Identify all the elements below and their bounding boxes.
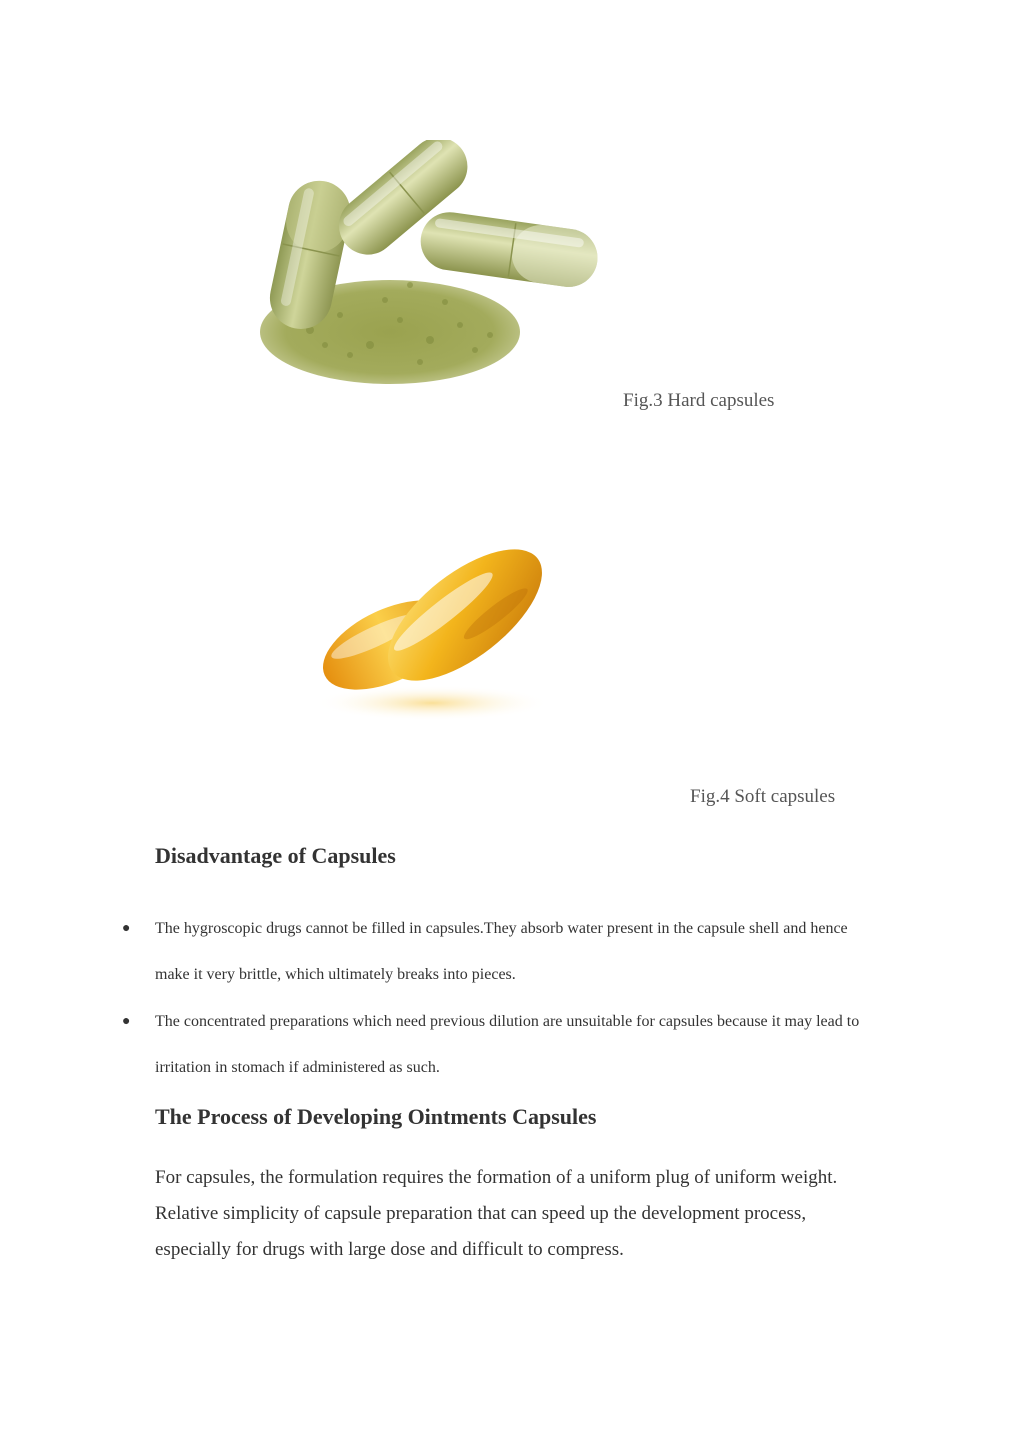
body-paragraph: For capsules, the formulation requires the formation of a uniform plug of uniform weight. Relative simplicity of capsule preparation that can speed up the development process, especially for drugs with large dose and difficult to compress. bbox=[155, 1167, 838, 1260]
list-item-text: The concentrated preparations which need previous dilution are unsuitable for capsules because it may lead to irritation in stomach if administered as such. bbox=[155, 1013, 860, 1076]
list-item-text: The hygroscopic drugs cannot be filled in capsules.They absorb water present in the capsule shell and hence make it very brittle, which ultimately breaks into pieces. bbox=[155, 920, 848, 983]
list-item bbox=[122, 906, 875, 998]
bullet-icon: ● bbox=[122, 1014, 131, 1029]
hard-capsules-image bbox=[250, 140, 630, 415]
section-heading: Disadvantage of Capsules bbox=[155, 843, 396, 868]
bullet-icon: ● bbox=[122, 921, 131, 936]
soft-capsules-image bbox=[300, 515, 565, 740]
list-item bbox=[122, 999, 875, 1091]
figure-caption: Fig.3 Hard capsules bbox=[623, 390, 775, 411]
figure-caption: Fig.4 Soft capsules bbox=[690, 786, 836, 807]
section-heading: The Process of Developing Ointments Capsules bbox=[155, 1104, 597, 1129]
